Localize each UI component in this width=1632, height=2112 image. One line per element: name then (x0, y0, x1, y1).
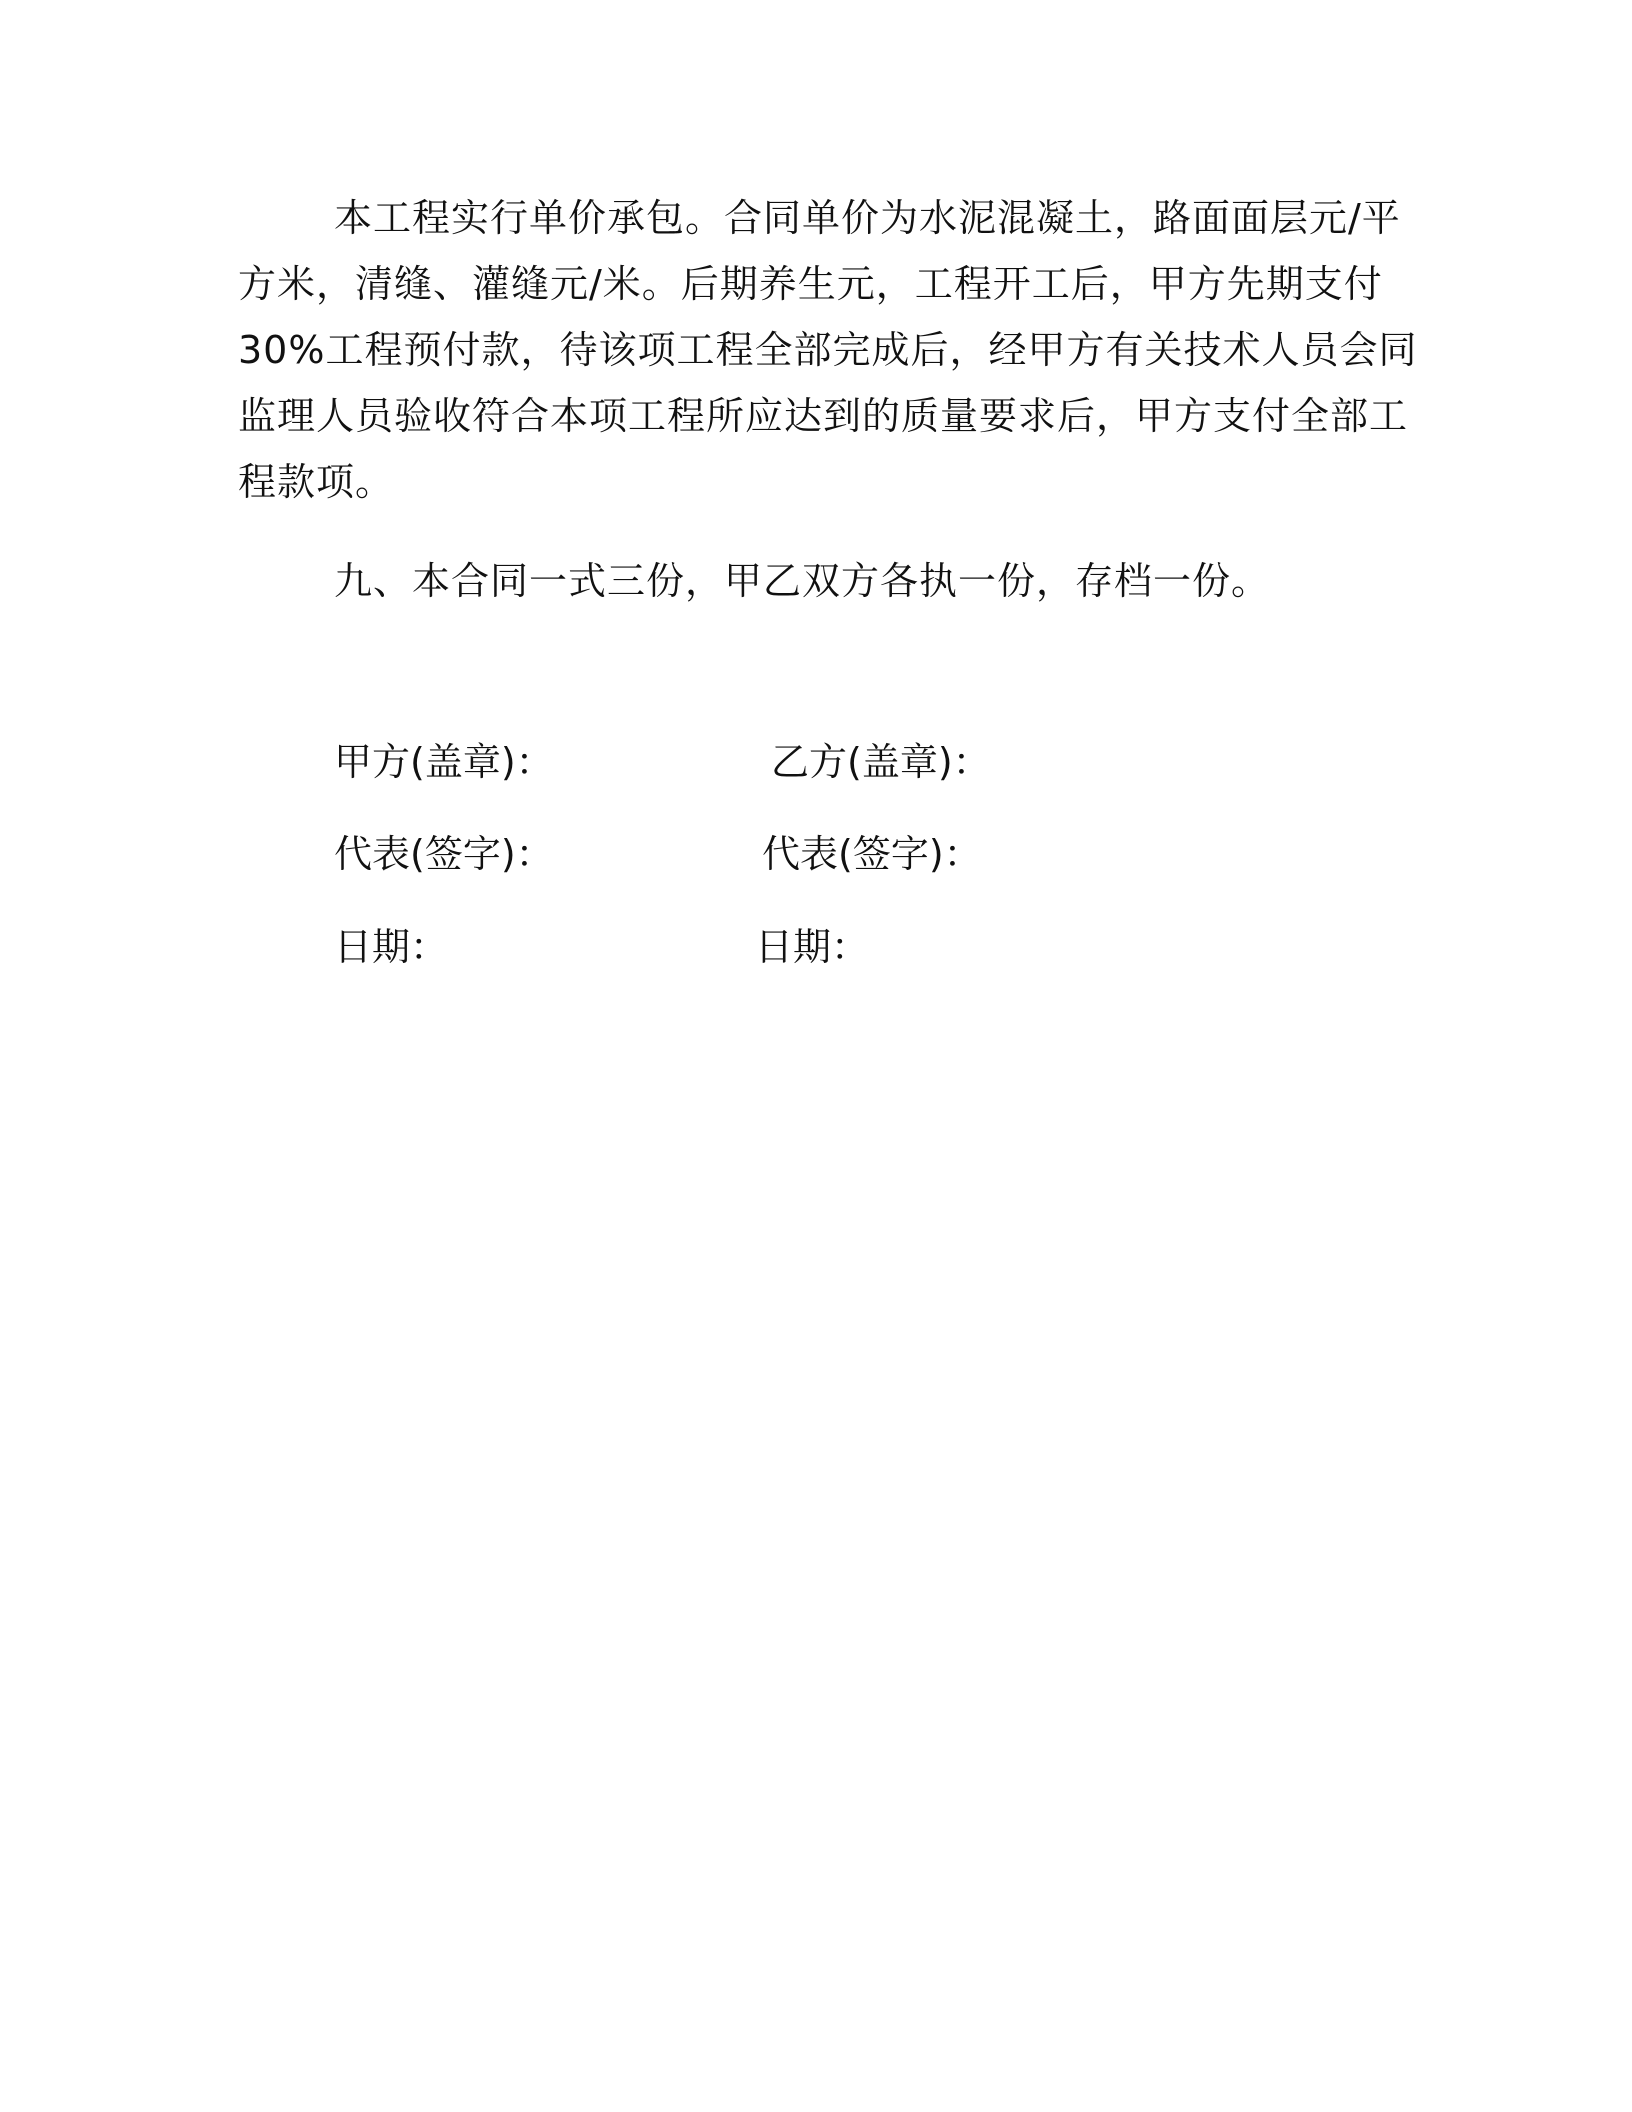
copies-clause-paragraph: 九、本合同一式三份，甲乙双方各执一份，存档一份。 (334, 559, 1271, 603)
paragraph-line: 程款项。 (238, 460, 395, 504)
party-a-representative-label: 代表(签字)： (334, 832, 554, 876)
payment-clause-paragraph (238, 185, 1418, 515)
paragraph-line: 监理人员验收符合本项工程所应达到的质量要求后，甲方支付全部工 (238, 394, 1409, 438)
party-b-seal-label: 乙方(盖章)： (771, 740, 991, 784)
party-a-seal-label: 甲方(盖章)： (334, 740, 554, 784)
party-b-date-label: 日期： (755, 925, 870, 969)
party-a-date-label: 日期： (334, 925, 449, 969)
paragraph-line: 30%工程预付款，待该项工程全部完成后，经甲方有关技术人员会同 (238, 328, 1418, 372)
paragraph-line: 本工程实行单价承包。合同单价为水泥混凝土，路面面层元/平 (334, 196, 1401, 240)
party-b-representative-label: 代表(签字)： (762, 832, 982, 876)
paragraph-line: 方米，清缝、灌缝元/米。后期养生元，工程开工后，甲方先期支付 (238, 262, 1383, 306)
